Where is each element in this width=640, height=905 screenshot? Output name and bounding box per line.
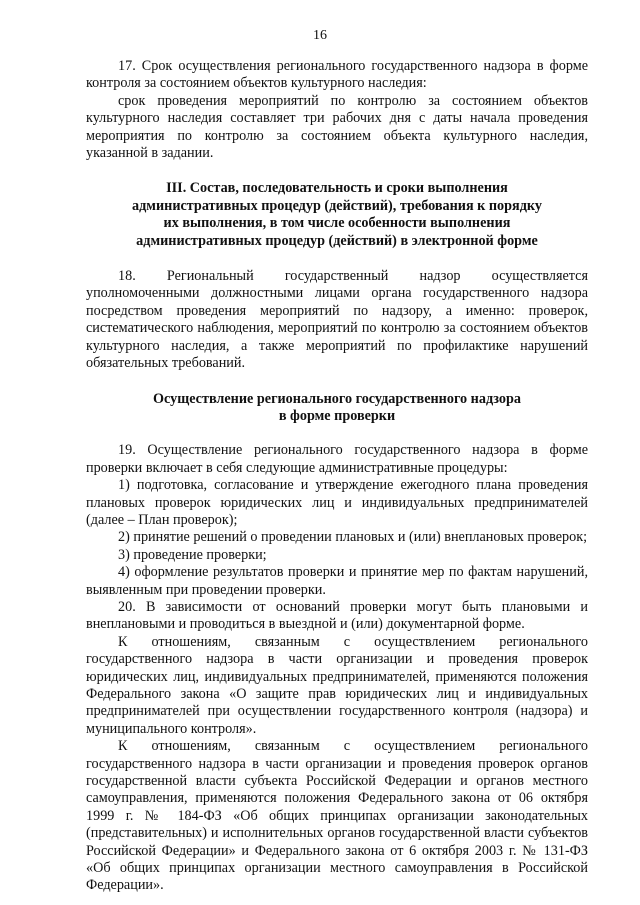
paragraph-20-relations-legal: К отношениям, связанным с осуществлением регионального государственного надзора в части организации и проведения проверок юридических лиц, индивидуальных предпринимателей, применяются положения Федерального закона «О защите прав юридических лиц и индивидуальных предпринимателей при осуществлении государственного контроля (надзора) и муниципального контроля». xyxy=(86,633,588,737)
section-heading-3 xyxy=(86,180,588,250)
paragraph-20: 20. В зависимости от оснований проверки могут быть плановыми и внеплановыми и проводиться в выездной и (или) документарной форме. xyxy=(86,598,588,633)
list-item: 4) оформление результатов проверки и принятие мер по фактам нарушений, выявленным при проведении проверки. xyxy=(86,564,588,598)
page-number: 16 xyxy=(313,28,327,43)
heading-line: Осуществление регионального государственного надзора xyxy=(153,390,521,407)
list-item: 3) проведение проверки; xyxy=(118,546,267,563)
heading-line: административных процедур (действий), требования к порядку xyxy=(132,197,542,214)
paragraph-19: 19. Осуществление регионального государственного надзора в форме проверки включает в себя следующие административные процедуры: xyxy=(86,442,588,476)
document-body xyxy=(86,58,588,895)
paragraph-17-term: срок проведения мероприятий по контролю за состоянием объектов культурного наследия составляет три рабочих дня с даты начала проведения мероприятия по контролю за состоянием объекта культурного наследия, указанной в задании. xyxy=(86,92,588,162)
heading-line: в форме проверки xyxy=(278,407,396,424)
list-item: 2) принятие решений о проведении плановых и (или) внеплановых проверок; xyxy=(118,529,588,546)
subsection-heading-inspection xyxy=(86,391,588,426)
heading-line: их выполнения, в том числе особенности выполнения xyxy=(163,215,511,232)
heading-line: административных процедур (действий) в электронной форме xyxy=(136,232,538,249)
paragraph-18: 18. Региональный государственный надзор осуществляется уполномоченными должностными лицами органа государственного надзора посредством проведения мероприятий по надзору, а именно: проверок, систематического наблюдения, мероприятий по контролю за состоянием объектов культурного наследия, а также мероприятий по профилактике нарушений обязательных требований. xyxy=(86,268,588,372)
paragraph-17: 17. Срок осуществления регионального государственного надзора в форме контроля за состоянием объектов культурного наследия: xyxy=(86,58,588,92)
list-item: 1) подготовка, согласование и утверждение ежегодного плана проведения плановых проверок юридических лиц и индивидуальных предпринимателей (далее – План проверок); xyxy=(86,477,588,528)
paragraph-20-relations-authorities: К отношениям, связанным с осуществлением регионального государственного надзора в части организации и проведения проверок органов государственной власти субъекта Российской Федерации и органов местного самоуправления, применяются положения Федерального закона от 06 октября 1999 г. № 184-ФЗ «Об общих принципах организации законодательных (представительных) и исполнительных органов государственной власти субъектов Российской Федерации» и Федерального закона от 6 октября 2003 г. № 131-ФЗ «Об общих принципах организации местного самоуправления в Российской Федерации». xyxy=(86,738,588,894)
heading-line: III. Состав, последовательность и сроки выполнения xyxy=(166,180,508,197)
